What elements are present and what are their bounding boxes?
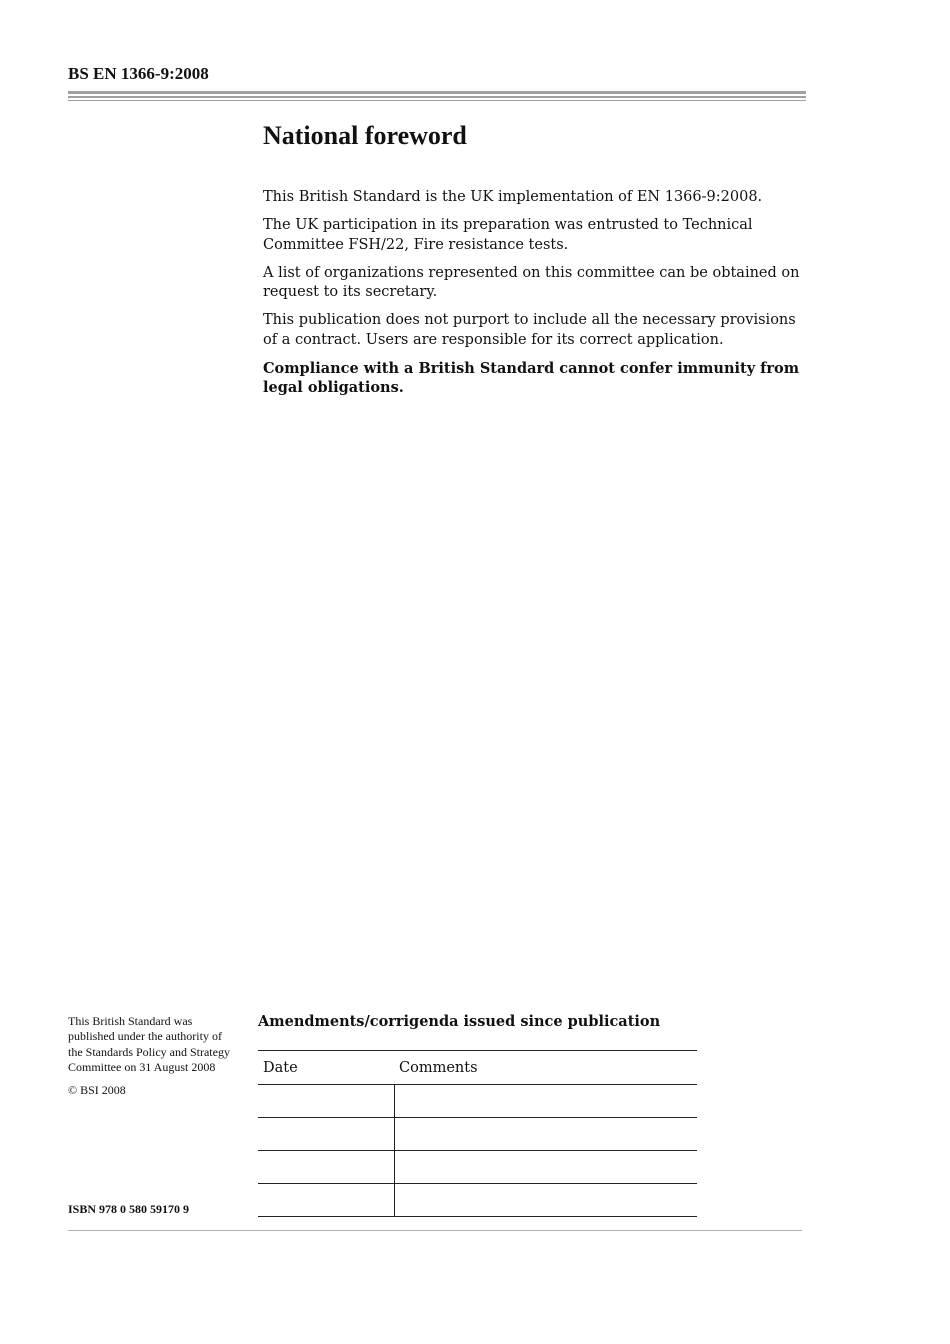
isbn: ISBN 978 0 580 59170 9	[68, 1202, 190, 1216]
table-row	[258, 1118, 697, 1151]
comments-cell	[394, 1151, 697, 1184]
amendments-title: Amendments/corrigenda issued since publication	[258, 1013, 661, 1030]
column-header-comments: Comments	[394, 1051, 697, 1085]
date-cell	[258, 1118, 394, 1151]
header-rule-line	[68, 96, 806, 98]
publication-sidebar	[68, 1014, 233, 1106]
header-rule	[68, 91, 806, 101]
table-row	[258, 1151, 697, 1184]
amendments-table	[258, 1050, 697, 1217]
column-header-date: Date	[258, 1051, 394, 1085]
footer-rule	[68, 1230, 802, 1231]
date-cell	[258, 1151, 394, 1184]
table-row	[258, 1184, 697, 1217]
table-header-row	[258, 1051, 697, 1085]
date-cell	[258, 1085, 394, 1118]
compliance-statement: Compliance with a British Standard cannot confer immunity from legal obligations.	[263, 359, 800, 396]
foreword-paragraph: The UK participation in its preparation was entrusted to Technical Committee FSH/22, Fire resistance tests.	[263, 217, 753, 253]
document-code: BS EN 1366-9:2008	[68, 64, 209, 83]
foreword-body	[263, 188, 808, 406]
comments-cell	[394, 1118, 697, 1151]
header-rule-line	[68, 91, 806, 94]
publication-note: This British Standard was published under the authority of the Standards Policy and Strategy Committee on 31 August 2008	[68, 1014, 230, 1074]
foreword-paragraph: This British Standard is the UK implementation of EN 1366-9:2008.	[263, 189, 763, 205]
copyright-notice: © BSI 2008	[68, 1083, 126, 1098]
page-title: National foreword	[263, 121, 467, 150]
header-rule-line	[68, 100, 806, 101]
foreword-paragraph: A list of organizations represented on this committee can be obtained on request to its secretary.	[263, 264, 800, 300]
comments-cell	[394, 1085, 697, 1118]
date-cell	[258, 1184, 394, 1217]
comments-cell	[394, 1184, 697, 1217]
foreword-paragraph: This publication does not purport to include all the necessary provisions of a contract. Users are responsible for its correct application.	[263, 312, 796, 348]
table-row	[258, 1085, 697, 1118]
